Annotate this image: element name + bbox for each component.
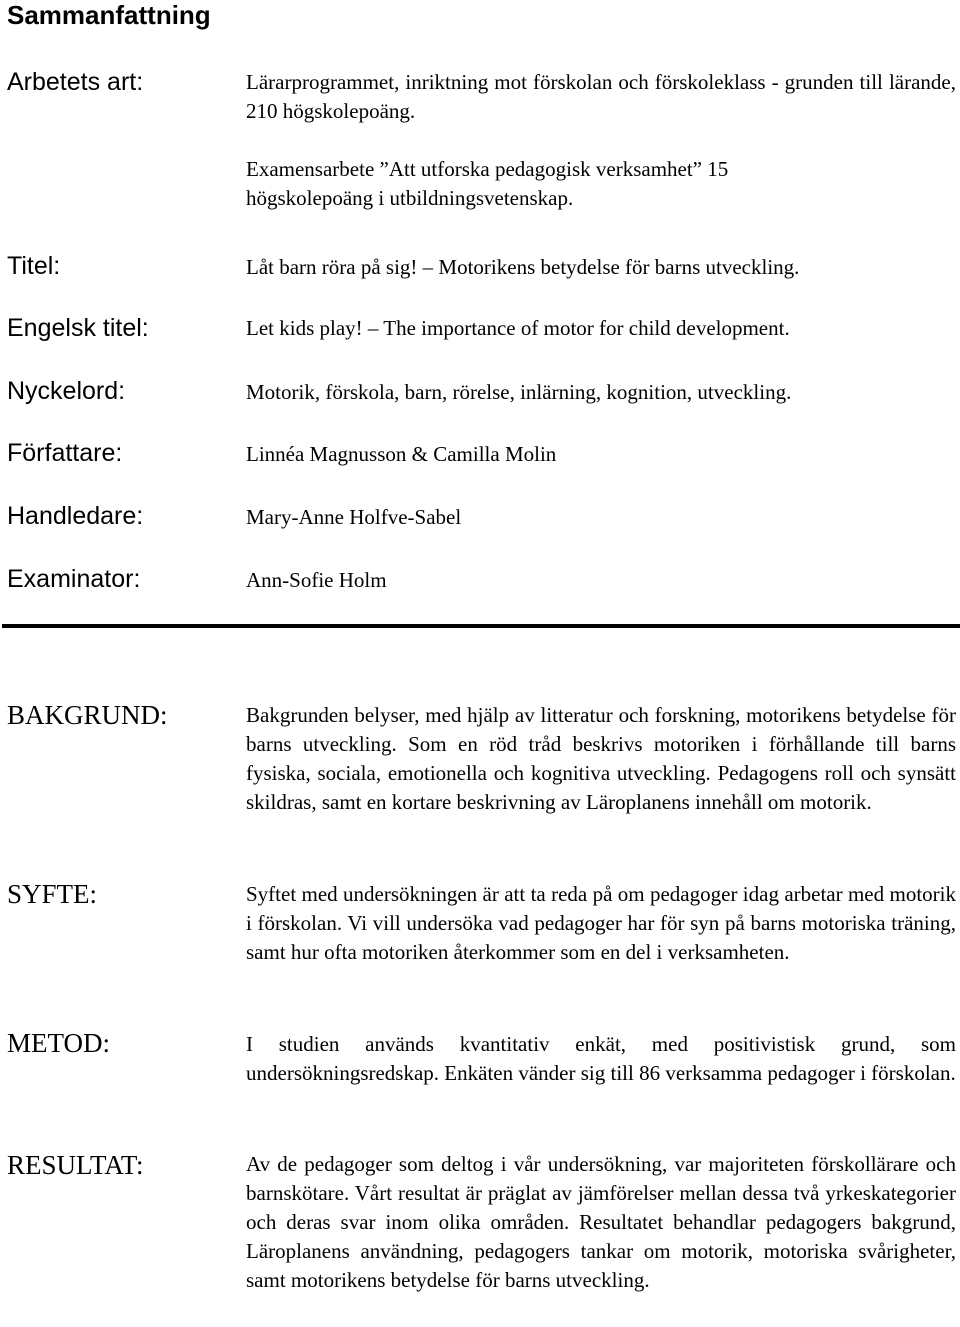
label-forfattare: Författare:	[7, 439, 123, 467]
label-bakgrund: BAKGRUND:	[7, 700, 168, 730]
label-metod: METOD:	[7, 1028, 111, 1058]
value-engelsk-titel: Let kids play! – The importance of motor for child development.	[246, 316, 790, 340]
value-resultat: Av de pedagoger som deltog i vår undersökning, var majoriteten förskollärare och barnskötare. Vårt resultat är präglat av jämförelser mellan dessa två yrkeskategorier och deras svar inom olika områden. Resultatet behandlar pedagogers bakgrund, Läroplanens användning, pedagogers tankar om motorik, motoriska svårigheter, samt motorikens betydelse för barns utveckling.	[246, 1152, 956, 1292]
value-arbetets-art-program: Lärarprogrammet, inriktning mot förskolan och förskoleklass - grunden till lärande, 210 högskolepoäng.	[246, 70, 956, 123]
label-engelsk-titel: Engelsk titel:	[7, 314, 149, 342]
label-handledare: Handledare:	[7, 502, 144, 530]
value-nyckelord: Motorik, förskola, barn, rörelse, inlärning, kognition, utveckling.	[246, 380, 792, 404]
label-resultat: RESULTAT:	[7, 1150, 144, 1180]
value-titel: Låt barn röra på sig! – Motorikens betydelse för barns utveckling.	[246, 255, 800, 279]
label-syfte: SYFTE:	[7, 879, 98, 909]
value-examinator: Ann-Sofie Holm	[246, 568, 387, 592]
label-examinator: Examinator:	[7, 565, 141, 593]
label-arbetets-art: Arbetets art:	[7, 68, 144, 96]
value-bakgrund: Bakgrunden belyser, med hjälp av litteratur och forskning, motorikens betydelse för barns utveckling. Som en röd tråd beskrivs motoriken i förhållande till barns fysiska, sociala, emotionella och kognitiva utveckling. Pedagogens roll och synsätt skildras, samt en kortare beskrivning av Läroplanens innehåll om motorik.	[246, 703, 956, 814]
value-forfattare: Linnéa Magnusson & Camilla Molin	[246, 442, 557, 466]
label-titel: Titel:	[7, 252, 61, 280]
page-title: Sammanfattning	[7, 0, 211, 30]
value-syfte: Syftet med undersökningen är att ta reda på om pedagoger idag arbetar med motorik i förskolan. Vi vill undersöka vad pedagoger har för syn på barns motoriska träning, samt hur ofta motoriken återkommer som en del i verksamheten.	[246, 882, 956, 964]
value-metod: I studien används kvantitativ enkät, med positivistisk grund, som undersökningsredskap. Enkäten vänder sig till 86 verksamma pedagoger i förskolan.	[246, 1032, 956, 1085]
value-arbetets-art-examensarbete: Examensarbete ”Att utforska pedagogisk verksamhet” 15 högskolepoäng i utbildningsvetenskap.	[246, 157, 729, 210]
value-handledare: Mary-Anne Holfve-Sabel	[246, 505, 462, 529]
section-divider	[2, 624, 960, 628]
label-nyckelord: Nyckelord:	[7, 377, 126, 405]
